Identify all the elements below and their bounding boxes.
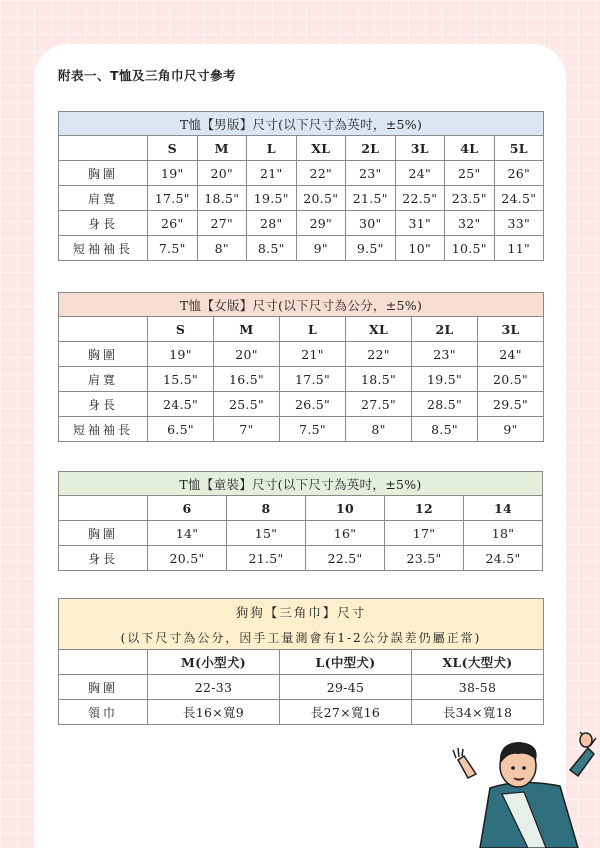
size-header: XL (346, 317, 412, 342)
cell: 32" (445, 211, 495, 236)
cell: 19" (148, 342, 214, 367)
row-label: 胸圍 (59, 342, 148, 367)
cell: 29" (296, 211, 346, 236)
cell: 26.5" (280, 392, 346, 417)
cell: 15" (227, 521, 306, 546)
cell: 27" (197, 211, 247, 236)
cell: 19.5" (412, 367, 478, 392)
cell: 21" (247, 161, 297, 186)
header-blank (59, 650, 148, 675)
cell: 10.5" (445, 236, 495, 261)
size-header: 5L (494, 136, 544, 161)
table-row (59, 186, 544, 211)
size-header: XL(大型犬) (412, 650, 544, 675)
size-header: 12 (385, 496, 464, 521)
cell: 20" (214, 342, 280, 367)
header-blank (59, 136, 148, 161)
row-label: 胸圍 (59, 161, 148, 186)
cell: 21.5" (346, 186, 396, 211)
cell: 20.5" (478, 367, 544, 392)
row-label: 身長 (59, 546, 148, 571)
table-title: T恤【童裝】尺寸(以下尺寸為英吋，±5%) (59, 472, 543, 496)
size-header: M (197, 136, 247, 161)
size-header: L (280, 317, 346, 342)
size-header: S (148, 317, 214, 342)
size-header: M (214, 317, 280, 342)
cell: 22.5" (395, 186, 445, 211)
table-row (59, 675, 544, 700)
cell: 21" (280, 342, 346, 367)
cell: 23.5" (445, 186, 495, 211)
cell: 24.5" (494, 186, 544, 211)
cell: 24" (478, 342, 544, 367)
cell: 23.5" (385, 546, 464, 571)
cell: 23" (346, 161, 396, 186)
cell: 長34×寬18 (412, 700, 544, 725)
cell: 22" (346, 342, 412, 367)
cell: 24" (395, 161, 445, 186)
cell: 27.5" (346, 392, 412, 417)
cell: 20.5" (296, 186, 346, 211)
cell: 長16×寬9 (148, 700, 280, 725)
cell: 7" (214, 417, 280, 442)
kids-size-table (58, 471, 543, 571)
cell: 22-33 (148, 675, 280, 700)
cell: 18.5" (197, 186, 247, 211)
cell: 6.5" (148, 417, 214, 442)
table-row (59, 342, 544, 367)
cell: 25" (445, 161, 495, 186)
row-label: 短袖袖長 (59, 417, 148, 442)
cell: 18.5" (346, 367, 412, 392)
size-header: L (247, 136, 297, 161)
cell: 15.5" (148, 367, 214, 392)
cell: 9" (296, 236, 346, 261)
row-label: 肩寬 (59, 367, 148, 392)
dog-bandana-table (58, 598, 544, 725)
cell: 9.5" (346, 236, 396, 261)
size-header: 6 (148, 496, 227, 521)
cell: 7.5" (280, 417, 346, 442)
table-title: T恤【女版】尺寸(以下尺寸為公分，±5%) (59, 293, 544, 317)
cell: 長27×寬16 (280, 700, 412, 725)
cell: 31" (395, 211, 445, 236)
cell: 18" (464, 521, 543, 546)
size-header: M(小型犬) (148, 650, 280, 675)
row-label: 領巾 (59, 700, 148, 725)
cell: 19.5" (247, 186, 297, 211)
row-label: 短袖袖長 (59, 236, 148, 261)
cell: 24.5" (148, 392, 214, 417)
table-row (59, 211, 544, 236)
size-header: S (148, 136, 198, 161)
cell: 28.5" (412, 392, 478, 417)
size-header: XL (296, 136, 346, 161)
cell: 8" (197, 236, 247, 261)
size-header: 3L (478, 317, 544, 342)
size-header: 10 (306, 496, 385, 521)
cell: 11" (494, 236, 544, 261)
table-row (59, 521, 543, 546)
size-header: 2L (346, 136, 396, 161)
table-row (59, 417, 544, 442)
table-subtitle: (以下尺寸為公分，因手工量測會有1-2公分誤差仍屬正常) (59, 625, 544, 650)
cell: 17" (385, 521, 464, 546)
table-row (59, 367, 544, 392)
cell: 21.5" (227, 546, 306, 571)
cell: 19" (148, 161, 198, 186)
header-blank (59, 317, 148, 342)
cell: 16.5" (214, 367, 280, 392)
size-header: L(中型犬) (280, 650, 412, 675)
page-title: 附表一、T恤及三角巾尺寸參考 (58, 68, 237, 83)
row-label: 胸圍 (59, 675, 148, 700)
table-title: 狗狗【三角巾】尺寸 (59, 599, 544, 626)
table-title: T恤【男版】尺寸(以下尺寸為英吋，±5%) (59, 112, 544, 136)
size-header: 2L (412, 317, 478, 342)
cell: 29.5" (478, 392, 544, 417)
cell: 9" (478, 417, 544, 442)
size-header: 4L (445, 136, 495, 161)
size-header: 3L (395, 136, 445, 161)
cell: 26" (148, 211, 198, 236)
cell: 14" (148, 521, 227, 546)
cell: 23" (412, 342, 478, 367)
row-label: 身長 (59, 211, 148, 236)
size-header: 8 (227, 496, 306, 521)
cell: 20" (197, 161, 247, 186)
table-row (59, 236, 544, 261)
cell: 22" (296, 161, 346, 186)
women-size-table (58, 292, 544, 442)
cell: 30" (346, 211, 396, 236)
table-row (59, 546, 543, 571)
row-label: 胸圍 (59, 521, 148, 546)
cell: 20.5" (148, 546, 227, 571)
men-size-table (58, 111, 544, 261)
row-label: 肩寬 (59, 186, 148, 211)
cell: 17.5" (280, 367, 346, 392)
person-illustration (450, 708, 600, 848)
cell: 8" (346, 417, 412, 442)
cell: 16" (306, 521, 385, 546)
cell: 26" (494, 161, 544, 186)
row-label: 身長 (59, 392, 148, 417)
cell: 29-45 (280, 675, 412, 700)
cell: 8.5" (247, 236, 297, 261)
cell: 17.5" (148, 186, 198, 211)
cell: 8.5" (412, 417, 478, 442)
table-row (59, 392, 544, 417)
cell: 28" (247, 211, 297, 236)
cell: 22.5" (306, 546, 385, 571)
cell: 25.5" (214, 392, 280, 417)
cell: 38-58 (412, 675, 544, 700)
cell: 10" (395, 236, 445, 261)
cell: 33" (494, 211, 544, 236)
table-row (59, 161, 544, 186)
cell: 7.5" (148, 236, 198, 261)
header-blank (59, 496, 148, 521)
size-header: 14 (464, 496, 543, 521)
cell: 24.5" (464, 546, 543, 571)
